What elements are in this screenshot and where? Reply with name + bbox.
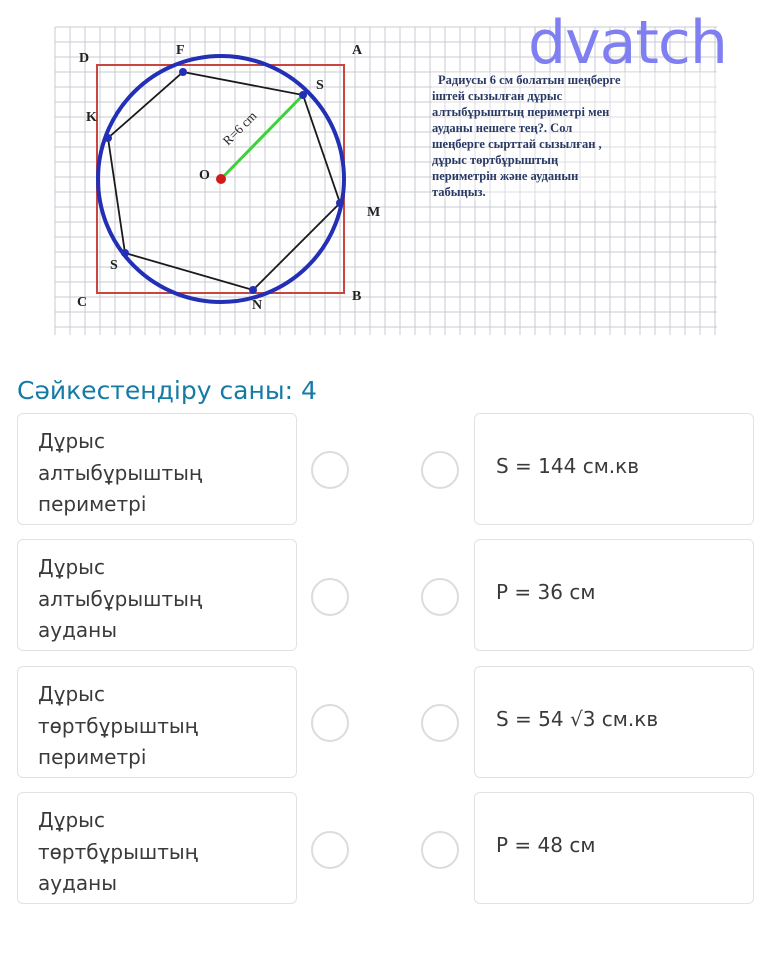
problem-line: периметрін және ауданын (432, 169, 579, 183)
right-radio-button[interactable] (421, 451, 459, 489)
label-C: C (77, 295, 88, 310)
problem-line: шеңберге сырттай сызылған , (432, 137, 602, 151)
card-text-line: Дұрыс (38, 808, 105, 832)
card-text-line: ауданы (38, 871, 118, 895)
card-value: P = 36 см (496, 580, 596, 604)
label-A: A (352, 43, 363, 58)
right-match-card[interactable] (474, 539, 754, 651)
card-text-line: ауданы (38, 618, 118, 642)
card-text-line: Дұрыс (38, 429, 105, 453)
card-text-line: алтыбұрыштың (38, 460, 203, 485)
left-match-card[interactable] (17, 413, 297, 525)
problem-line: алтыбұрыштың периметрі мен (432, 105, 610, 119)
problem-text (432, 72, 717, 200)
right-match-card[interactable] (474, 792, 754, 904)
left-radio-button[interactable] (311, 704, 349, 742)
card-value: S = 144 см.кв (496, 454, 640, 478)
radius-label: R=6 cm (219, 108, 260, 149)
card-text-line: Дұрыс (38, 555, 105, 579)
left-match-card[interactable] (17, 539, 297, 651)
label-D: D (79, 51, 90, 66)
label-B: B (352, 289, 362, 304)
problem-line: дұрыс төртбұрыштың (432, 153, 559, 167)
right-match-card[interactable] (474, 413, 754, 525)
label-S-bottom: S (110, 258, 118, 273)
label-K: K (86, 110, 97, 125)
card-text-line: төртбұрыштың (38, 839, 198, 864)
card-text-line: төртбұрыштың (38, 713, 198, 738)
right-radio-button[interactable] (421, 578, 459, 616)
card-text-line: алтыбұрыштың (38, 586, 203, 611)
problem-line: Радиусы 6 см болатын шеңберге (438, 73, 621, 87)
card-text-line: периметрі (38, 745, 147, 769)
problem-figure (0, 0, 770, 345)
problem-line: іштей сызылған дұрыс (432, 89, 563, 103)
problem-line: ауданы нешеге тең?. Сол (432, 121, 573, 135)
card-text-line: Дұрыс (38, 682, 105, 706)
left-radio-button[interactable] (311, 831, 349, 869)
left-match-card[interactable] (17, 792, 297, 904)
page-title: Сәйкестендіру саны: 4 (17, 376, 317, 405)
card-value: S = 54 √3 см.кв (496, 707, 659, 731)
card-value: P = 48 см (496, 833, 596, 857)
label-N: N (252, 298, 263, 313)
left-radio-button[interactable] (311, 578, 349, 616)
left-match-card[interactable] (17, 666, 297, 778)
problem-line: табыңыз. (432, 185, 486, 199)
right-match-card[interactable] (474, 666, 754, 778)
label-F: F (176, 43, 185, 58)
watermark: dvatch (528, 8, 727, 78)
card-text-line: периметрі (38, 492, 147, 516)
right-radio-button[interactable] (421, 831, 459, 869)
label-S-top: S (316, 78, 324, 93)
left-radio-button[interactable] (311, 451, 349, 489)
label-O: O (199, 168, 210, 183)
label-M: M (367, 205, 381, 220)
right-radio-button[interactable] (421, 704, 459, 742)
center-point (216, 174, 226, 184)
